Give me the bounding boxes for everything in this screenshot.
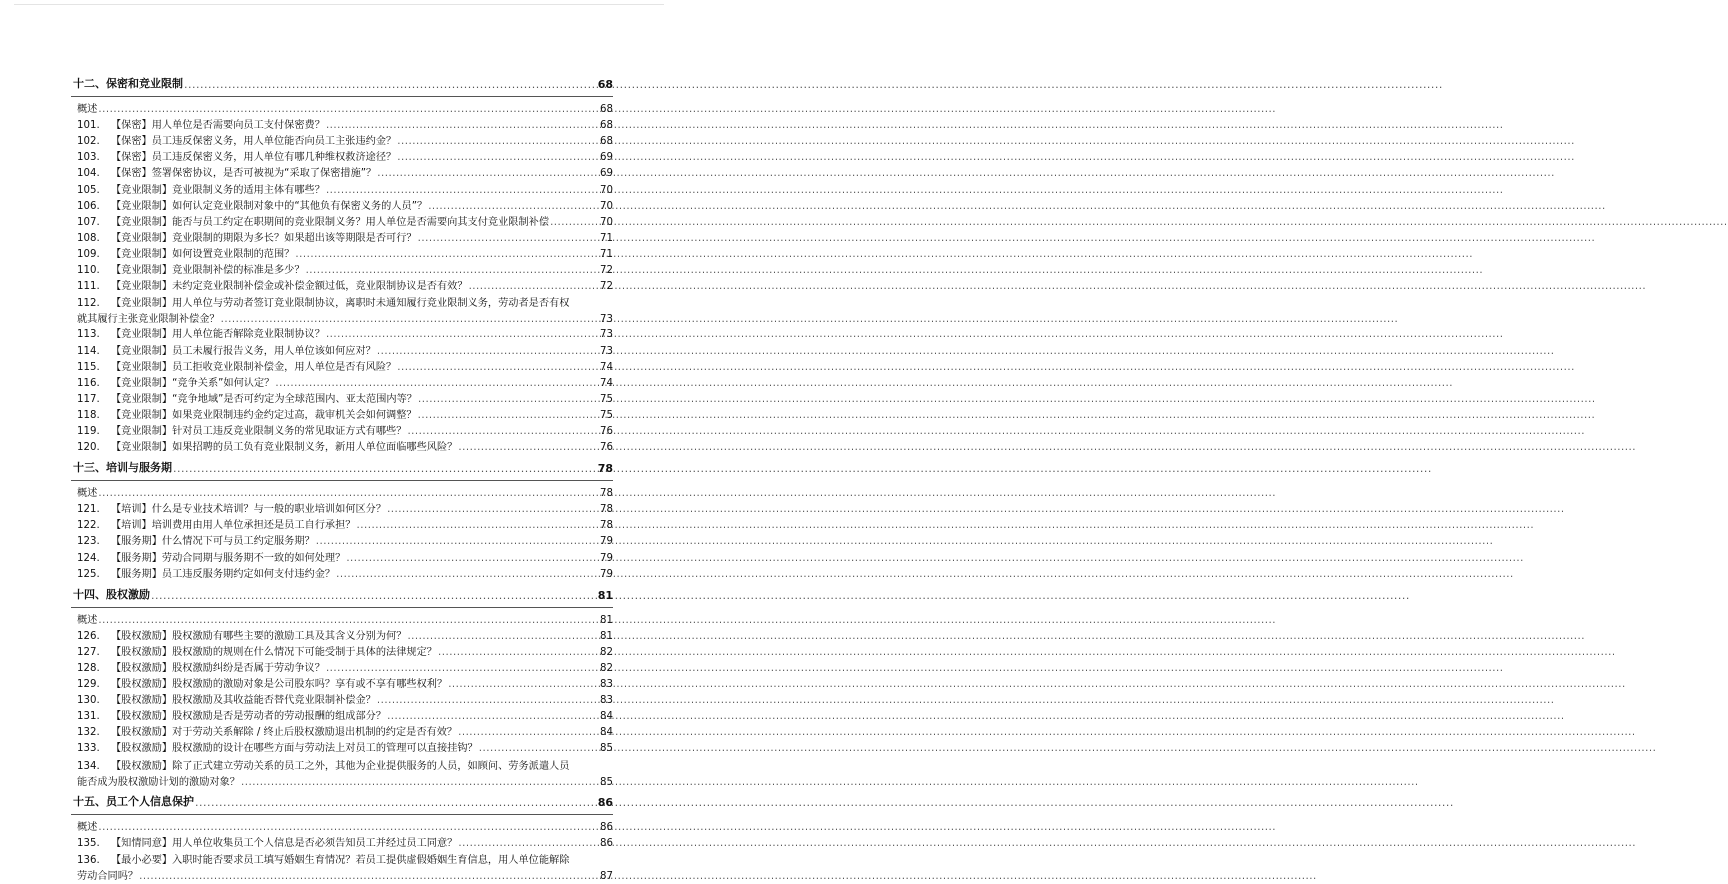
toc-entry[interactable] bbox=[71, 755, 613, 771]
entry-number: 122. bbox=[77, 520, 100, 532]
entry-text: 概述 bbox=[77, 104, 98, 116]
entry-text: 【竞业限制】“竞争关系”如何认定？ bbox=[111, 377, 275, 389]
toc-entry[interactable] bbox=[71, 438, 613, 454]
page-number: 78 bbox=[600, 488, 613, 500]
section-title: 十三、培训与服务期 bbox=[73, 461, 172, 475]
leader-dots bbox=[458, 838, 599, 850]
toc-entry[interactable] bbox=[71, 548, 613, 564]
toc-entry[interactable] bbox=[71, 516, 613, 532]
toc-entry[interactable] bbox=[71, 627, 613, 643]
entry-text: 【股权激励】股权激励的设计在哪些方面与劳动法上对员工的管理可以直接挂钩？ bbox=[111, 743, 478, 755]
entry-text: 【竞业限制】如何设置竞业限制的范围？ bbox=[111, 248, 295, 260]
page-number: 78 bbox=[597, 462, 613, 476]
entry-number: 134. bbox=[77, 760, 100, 772]
page-number: 78 bbox=[600, 520, 613, 532]
page-number: 79 bbox=[600, 568, 613, 580]
leader-dots bbox=[275, 378, 599, 390]
leader-dots bbox=[418, 233, 599, 245]
entry-text: 【竞业限制】竞业限制补偿的标准是多少？ bbox=[111, 265, 305, 277]
entry-text: 【竞业限制】员工未履行报告义务，用人单位该如何应对？ bbox=[111, 345, 376, 357]
entry-number: 103. bbox=[77, 152, 100, 164]
leader-dots bbox=[295, 249, 599, 261]
leader-dots bbox=[418, 410, 599, 422]
page-number: 83 bbox=[600, 695, 613, 707]
leader-dots bbox=[438, 647, 599, 659]
toc-entry[interactable] bbox=[71, 116, 613, 132]
page-number: 73 bbox=[600, 314, 613, 326]
leader-dots bbox=[98, 822, 599, 834]
toc-entry[interactable] bbox=[71, 390, 613, 406]
toc-entry[interactable] bbox=[71, 197, 613, 213]
leader-dots bbox=[428, 201, 599, 213]
entry-number: 104. bbox=[77, 168, 100, 180]
leader-dots bbox=[98, 104, 599, 116]
page-number: 70 bbox=[600, 184, 613, 196]
entry-text: 【保密】员工违反保密义务，用人单位能否向员工主张违约金？ bbox=[111, 136, 397, 148]
leader-dots bbox=[469, 281, 599, 293]
page-number: 70 bbox=[600, 216, 613, 228]
entry-text: 【最小必要】入职时能否要求员工填写婚姻生育情况？若员工提供虚假婚姻生育信息，用人单位能解除 bbox=[111, 854, 570, 866]
toc-entry[interactable] bbox=[71, 180, 613, 196]
entry-text: 【竞业限制】用人单位与劳动者签订竞业限制协议，离职时未通知履行竞业限制义务，劳动者是否有权 bbox=[111, 298, 570, 310]
toc-entry[interactable] bbox=[71, 132, 613, 148]
page-number: 76 bbox=[600, 442, 613, 454]
entry-number: 112. bbox=[77, 298, 100, 310]
entry-text: 【服务期】员工违反服务期约定如何支付违约金？ bbox=[111, 568, 336, 580]
toc-entry[interactable] bbox=[71, 245, 613, 261]
page-number: 87 bbox=[600, 871, 613, 883]
entry-number: 108. bbox=[77, 232, 100, 244]
page-number: 68 bbox=[600, 136, 613, 148]
entry-text: 【竞业限制】能否与员工约定在职期间的竞业限制义务？用人单位是否需要向其支付竞业限制补偿 bbox=[111, 216, 550, 228]
page-number: 71 bbox=[600, 248, 613, 260]
toc-entry[interactable] bbox=[71, 675, 613, 691]
page-number: 72 bbox=[600, 281, 613, 293]
entry-text: 【竞业限制】如何认定竞业限制对象中的“其他负有保密义务的人员”？ bbox=[111, 200, 428, 212]
entry-number: 131. bbox=[77, 711, 100, 723]
entry-number: 101. bbox=[77, 120, 100, 132]
toc-entry-overview[interactable] bbox=[71, 818, 613, 834]
entry-text: 【服务期】劳动合同期与服务期不一致的如何处理？ bbox=[111, 552, 346, 564]
toc-entry-continuation[interactable] bbox=[71, 772, 613, 788]
leader-dots bbox=[326, 329, 599, 341]
page-number: 81 bbox=[597, 588, 613, 602]
toc-entry[interactable] bbox=[71, 707, 613, 723]
entry-text: 【股权激励】股权激励及其收益能否替代竞业限制补偿金？ bbox=[111, 695, 376, 707]
entry-text: 概述 bbox=[77, 821, 98, 833]
entry-number: 107. bbox=[77, 216, 100, 228]
section-heading[interactable] bbox=[71, 583, 613, 608]
entry-number: 135. bbox=[77, 837, 100, 849]
toc-entry[interactable] bbox=[71, 500, 613, 516]
page-number: 73 bbox=[600, 345, 613, 357]
entry-number: 132. bbox=[77, 727, 100, 739]
toc-entry[interactable] bbox=[71, 293, 613, 309]
entry-text: 【竞业限制】如果竞业限制违约金约定过高，裁审机关会如何调整？ bbox=[111, 409, 417, 421]
entry-text: 【股权激励】股权激励的激励对象是公司股东吗？享有或不享有哪些权利？ bbox=[111, 679, 448, 691]
page-number: 81 bbox=[600, 614, 613, 626]
entry-text: 【竞业限制】员工拒收竞业限制补偿金，用人单位是否有风险？ bbox=[111, 361, 397, 373]
toc-entry[interactable] bbox=[71, 341, 613, 357]
section-heading[interactable] bbox=[71, 72, 613, 97]
toc-entry[interactable] bbox=[71, 325, 613, 341]
entry-text: 【竞业限制】用人单位能否解除竞业限制协议？ bbox=[111, 329, 325, 341]
entry-number: 133. bbox=[77, 743, 100, 755]
leader-dots bbox=[98, 488, 599, 500]
toc-entry[interactable] bbox=[71, 229, 613, 245]
page-number: 86 bbox=[600, 821, 613, 833]
toc-entry[interactable] bbox=[71, 277, 613, 293]
entry-number: 117. bbox=[77, 393, 100, 405]
table-of-contents bbox=[71, 72, 613, 884]
page-number: 86 bbox=[597, 795, 613, 809]
leader-dots bbox=[458, 727, 599, 739]
page-number: 78 bbox=[600, 504, 613, 516]
page-number: 69 bbox=[600, 152, 613, 164]
page-number: 85 bbox=[600, 743, 613, 755]
leader-dots bbox=[357, 520, 600, 532]
leader-dots bbox=[326, 185, 599, 197]
toc-entry[interactable] bbox=[71, 374, 613, 390]
entry-number: 130. bbox=[77, 695, 100, 707]
entry-number: 105. bbox=[77, 184, 100, 196]
leader-dots bbox=[139, 871, 599, 882]
section-heading[interactable] bbox=[71, 790, 613, 815]
entry-number: 123. bbox=[77, 536, 100, 548]
page-number: 68 bbox=[597, 78, 613, 91]
leader-dots bbox=[387, 711, 599, 723]
entry-text: 【股权激励】股权激励有哪些主要的激励工具及其含义分别为何？ bbox=[111, 630, 407, 642]
entry-text: 概述 bbox=[77, 614, 98, 626]
entry-text: 【股权激励】对于劳动关系解除 / 终止后股权激励退出机制的约定是否有效？ bbox=[111, 727, 458, 739]
entry-text: 【股权激励】除了正式建立劳动关系的员工之外，其他为企业提供服务的人员，如顾问、劳务派遣人员 bbox=[111, 760, 570, 772]
leader-dots bbox=[377, 168, 599, 180]
leader-dots bbox=[221, 314, 599, 325]
leader-dots bbox=[306, 265, 599, 277]
page-number: 82 bbox=[600, 663, 613, 674]
leader-dots bbox=[407, 631, 599, 643]
section-title: 十二、保密和竞业限制 bbox=[73, 77, 183, 90]
section-heading[interactable] bbox=[71, 456, 613, 481]
entry-text: 【竞业限制】竞业限制义务的适用主体有哪些？ bbox=[111, 184, 325, 196]
leader-dots bbox=[377, 695, 599, 707]
entry-text: 【竞业限制】针对员工违反竞业限制义务的常见取证方式有哪些？ bbox=[111, 425, 407, 437]
leader-dots bbox=[479, 743, 599, 755]
toc-entry-overview[interactable] bbox=[71, 100, 613, 116]
entry-number: 116. bbox=[77, 377, 100, 389]
toc-entry[interactable] bbox=[71, 148, 613, 164]
page-number: 72 bbox=[600, 265, 613, 277]
entry-number: 120. bbox=[77, 442, 100, 454]
toc-entry[interactable] bbox=[71, 406, 613, 422]
leader-dots bbox=[346, 553, 599, 565]
entry-text: 【保密】用人单位是否需要向员工支付保密费？ bbox=[111, 120, 325, 132]
entry-number: 124. bbox=[77, 552, 100, 564]
toc-entry-overview[interactable] bbox=[71, 484, 613, 500]
page-number: 75 bbox=[600, 409, 613, 421]
page-number: 81 bbox=[600, 630, 613, 642]
entry-text: 概述 bbox=[77, 488, 98, 500]
leader-dots bbox=[336, 569, 599, 581]
leader-dots bbox=[377, 346, 599, 358]
leader-dots bbox=[195, 796, 597, 809]
entry-number: 106. bbox=[77, 200, 100, 212]
entry-text: 【保密】员工违反保密义务，用人单位有哪几种维权救济途径？ bbox=[111, 152, 397, 164]
toc-entry-continuation[interactable] bbox=[71, 309, 613, 325]
toc-entry[interactable] bbox=[71, 358, 613, 374]
toc-entry-overview[interactable] bbox=[71, 611, 613, 627]
leader-dots bbox=[326, 120, 599, 132]
entry-text: 【服务期】什么情况下可与员工约定服务期？ bbox=[111, 536, 315, 548]
leader-dots bbox=[316, 536, 599, 548]
leader-dots bbox=[173, 462, 597, 475]
page-number: 74 bbox=[600, 377, 613, 389]
entry-text: 能否成为股权激励计划的激励对象？ bbox=[77, 776, 240, 788]
toc-entry[interactable] bbox=[71, 723, 613, 739]
entry-text: 【股权激励】股权激励的规则在什么情况下可能受制于具体的法律规定？ bbox=[111, 646, 437, 658]
leader-dots bbox=[151, 589, 597, 602]
entry-number: 118. bbox=[77, 409, 100, 421]
entry-text: 【培训】培训费用由用人单位承担还是员工自行承担？ bbox=[111, 520, 356, 532]
page-number: 70 bbox=[600, 200, 613, 212]
entry-text: 【培训】什么是专业技术培训？与一般的职业培训如何区分？ bbox=[111, 504, 387, 516]
leader-dots bbox=[550, 217, 599, 229]
page-number: 85 bbox=[600, 776, 613, 788]
entry-number: 111. bbox=[77, 281, 100, 293]
toc-entry-continuation[interactable] bbox=[71, 866, 613, 882]
page-number: 76 bbox=[600, 425, 613, 437]
entry-text: 【股权激励】股权激励是否是劳动者的劳动报酬的组成部分？ bbox=[111, 711, 387, 723]
leader-dots bbox=[397, 152, 599, 164]
page-number: 79 bbox=[600, 536, 613, 548]
entry-number: 136. bbox=[77, 854, 100, 866]
leader-dots bbox=[448, 679, 599, 691]
entry-text: 【竞业限制】未约定竞业限制补偿金或补偿金额过低，竞业限制协议是否有效？ bbox=[111, 281, 468, 293]
toc-entry[interactable] bbox=[71, 691, 613, 707]
entry-number: 109. bbox=[77, 248, 100, 260]
toc-entry[interactable] bbox=[71, 643, 613, 659]
page-number: 73 bbox=[600, 329, 613, 341]
toc-entry[interactable] bbox=[71, 261, 613, 277]
page-number: 82 bbox=[600, 646, 613, 658]
page-number: 71 bbox=[600, 232, 613, 244]
leader-dots bbox=[241, 777, 599, 788]
page-number: 84 bbox=[600, 711, 613, 723]
leader-dots bbox=[397, 362, 599, 374]
toc-entry[interactable] bbox=[71, 834, 613, 850]
top-rule bbox=[14, 4, 664, 5]
page-number: 68 bbox=[600, 104, 613, 116]
entry-number: 110. bbox=[77, 265, 100, 277]
entry-text: 【知情同意】用人单位收集员工个人信息是否必须告知员工并经过员工同意？ bbox=[111, 837, 458, 849]
leader-dots bbox=[326, 663, 599, 675]
leader-dots bbox=[184, 78, 597, 91]
entry-text: 劳动合同吗？ bbox=[77, 871, 139, 883]
entry-number: 115. bbox=[77, 361, 100, 373]
toc-entry[interactable] bbox=[71, 659, 613, 675]
entry-text: 【竞业限制】如果招聘的员工负有竞业限制义务，新用人单位面临哪些风险？ bbox=[111, 442, 458, 454]
toc-entry[interactable] bbox=[71, 422, 613, 438]
entry-text: 【股权激励】股权激励纠纷是否属于劳动争议？ bbox=[111, 663, 325, 674]
page-number: 86 bbox=[600, 837, 613, 849]
section-title: 十五、员工个人信息保护 bbox=[73, 794, 194, 808]
leader-dots bbox=[387, 504, 599, 516]
entry-number: 129. bbox=[77, 679, 100, 691]
toc-entry[interactable] bbox=[71, 565, 613, 581]
leader-dots bbox=[397, 136, 599, 148]
entry-text: 【竞业限制】“竞争地域”是否可约定为全球范围内、亚太范围内等？ bbox=[111, 393, 417, 405]
page-number: 83 bbox=[600, 679, 613, 691]
entry-number: 121. bbox=[77, 504, 100, 516]
page-number: 79 bbox=[600, 552, 613, 564]
entry-text: 【竞业限制】竞业限制的期限为多长？如果超出该等期限是否可行？ bbox=[111, 232, 417, 244]
entry-number: 102. bbox=[77, 136, 100, 148]
toc-entry[interactable] bbox=[71, 164, 613, 180]
entry-number: 126. bbox=[77, 630, 100, 642]
entry-number: 125. bbox=[77, 568, 100, 580]
leader-dots bbox=[418, 394, 599, 406]
entry-number: 119. bbox=[77, 425, 100, 437]
toc-entry[interactable] bbox=[71, 532, 613, 548]
entry-text: 就其履行主张竞业限制补偿金？ bbox=[77, 314, 220, 326]
section-title: 十四、股权激励 bbox=[73, 587, 150, 601]
page-number: 75 bbox=[600, 393, 613, 405]
entry-number: 127. bbox=[77, 646, 100, 658]
entry-text: 【保密】签署保密协议，是否可被视为“采取了保密措施”？ bbox=[111, 168, 377, 180]
toc-entry[interactable] bbox=[71, 213, 613, 229]
leader-dots bbox=[458, 442, 599, 454]
toc-entry[interactable] bbox=[71, 850, 613, 866]
page-number: 84 bbox=[600, 727, 613, 739]
page-number: 74 bbox=[600, 361, 613, 373]
document-page bbox=[0, 0, 678, 883]
leader-dots bbox=[407, 426, 599, 438]
toc-entry[interactable] bbox=[71, 739, 613, 755]
page-number: 69 bbox=[600, 168, 613, 180]
leader-dots bbox=[98, 615, 599, 627]
entry-number: 113. bbox=[77, 329, 100, 341]
page-number: 68 bbox=[600, 120, 613, 132]
entry-number: 114. bbox=[77, 345, 100, 357]
entry-number: 128. bbox=[77, 663, 100, 674]
